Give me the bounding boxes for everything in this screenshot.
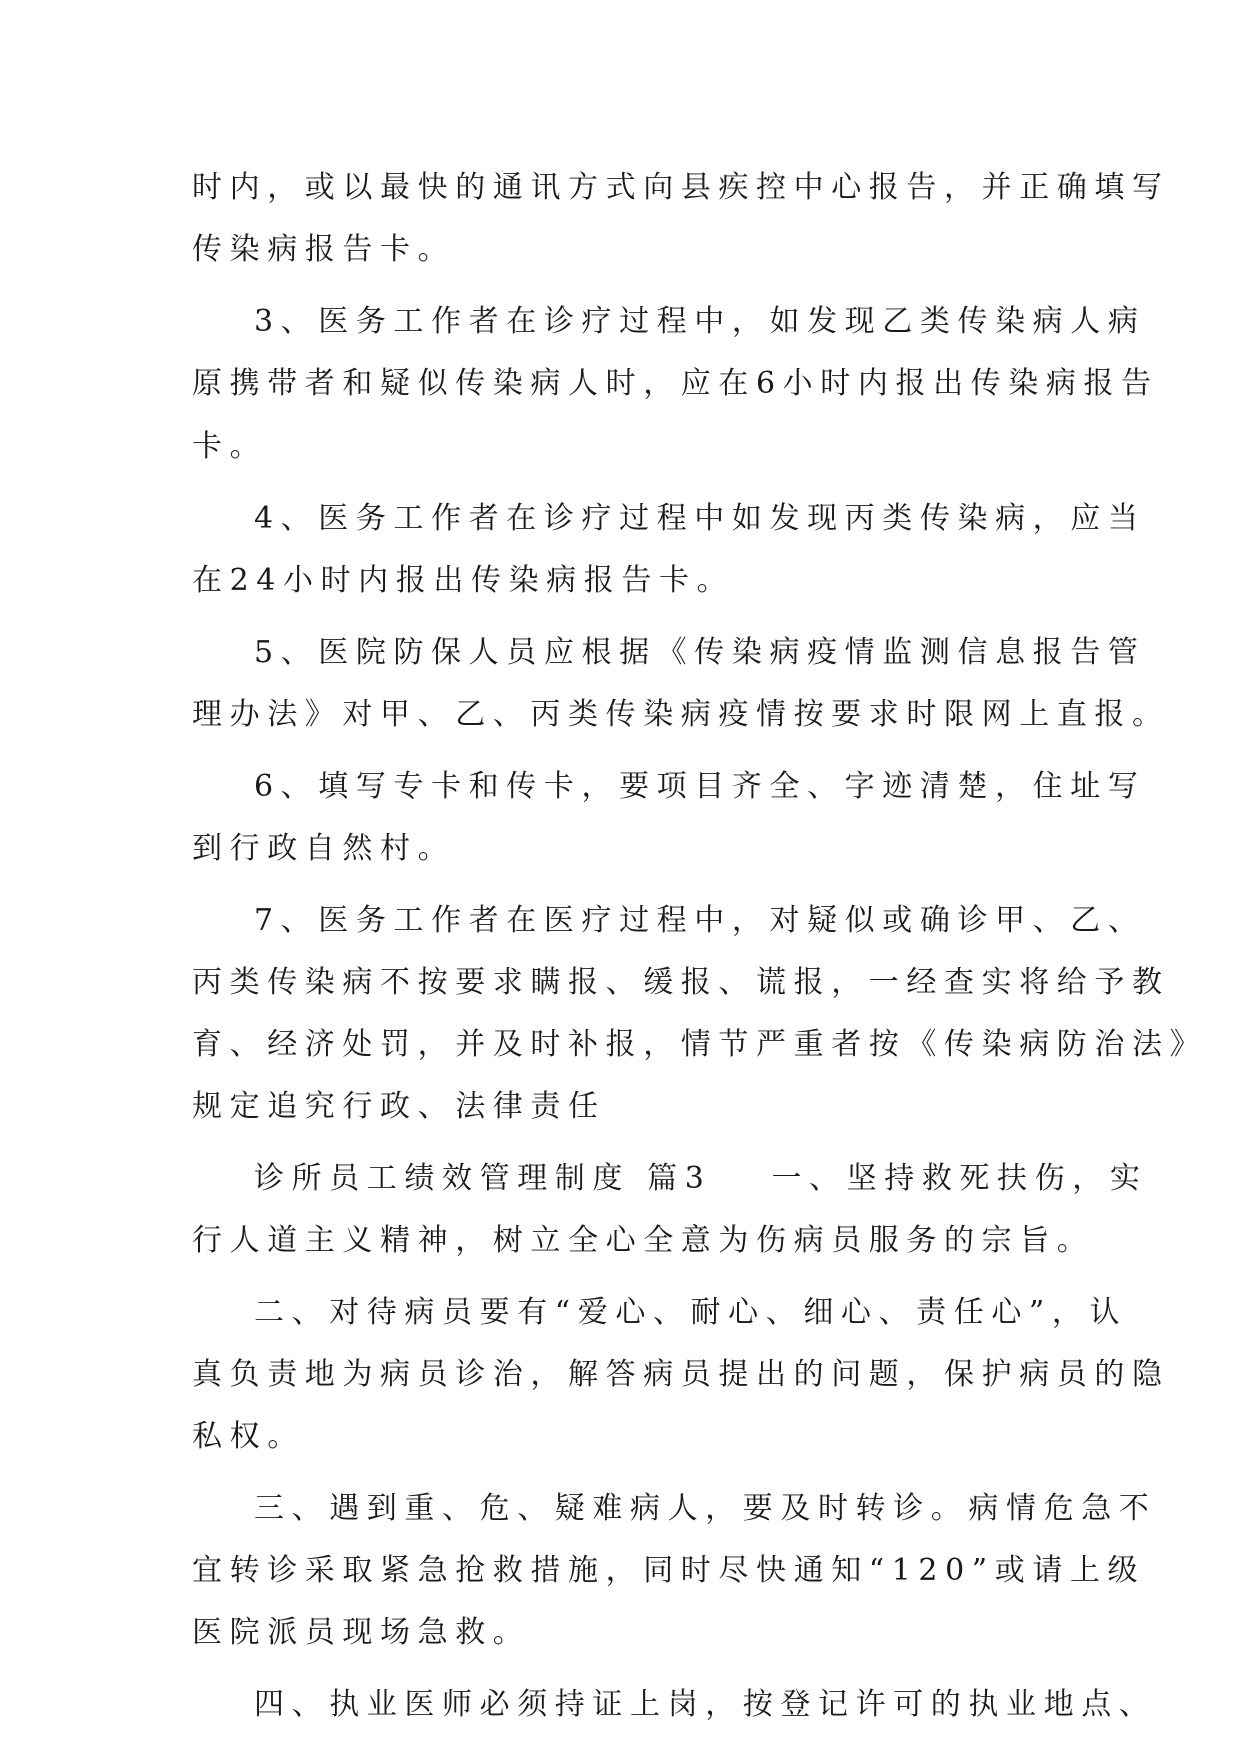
text-line: 原携带者和疑似传染病人时，应在6小时内报出传染病报告 (192, 366, 1159, 401)
text-line: 丙类传染病不按要求瞒报、缓报、谎报，一经查实将给予教 (192, 965, 1170, 1000)
text-line: 在24小时内报出传染病报告卡。 (192, 563, 735, 598)
text-line: 7、医务工作者在医疗过程中，对疑似或确诊甲、乙、 (254, 903, 1146, 938)
text-line: 6、填写专卡和传卡，要项目齐全、字迹清楚，住址写 (254, 769, 1146, 804)
text-line: 3、医务工作者在诊疗过程中，如发现乙类传染病人病 (254, 304, 1146, 339)
text-line: 三、遇到重、危、疑难病人，要及时转诊。病情危急不 (254, 1491, 1157, 1526)
section-heading-line (254, 1149, 1147, 1209)
text-line: 真负责地为病员诊治，解答病员提出的问题，保护病员的隐 (192, 1357, 1170, 1392)
text-line: 二、对待病员要有“爱心、耐心、细心、责任心”，认 (254, 1295, 1128, 1330)
text-line: 5、医院防保人员应根据《传染病疫情监测信息报告管 (254, 635, 1146, 670)
text-line: 一、坚持救死扶伤，实 (771, 1161, 1148, 1196)
text-line: 4、医务工作者在诊疗过程中如发现丙类传染病，应当 (254, 501, 1146, 536)
text-line: 行人道主义精神，树立全心全意为伤病员服务的宗旨。 (192, 1223, 1095, 1258)
text-line: 理办法》对甲、乙、丙类传染病疫情按要求时限网上直报。 (192, 697, 1170, 732)
section-heading: 诊所员工绩效管理制度 篇3 (254, 1161, 712, 1196)
text-line: 宜转诊采取紧急抢救措施，同时尽快通知“120”或请上级 (192, 1553, 1146, 1588)
text-line: 到行政自然村。 (192, 831, 456, 866)
text-line: 卡。 (192, 429, 268, 464)
text-line: 育、经济处罚，并及时补报，情节严重者按《传染病防治法》 (192, 1027, 1208, 1062)
text-line: 私权。 (192, 1419, 305, 1454)
text-line: 医院派员现场急救。 (192, 1615, 531, 1650)
text-line: 时内，或以最快的通讯方式向县疾控中心报告，并正确填写 (192, 170, 1170, 205)
text-line: 四、执业医师必须持证上岗，按登记许可的执业地点、 (254, 1687, 1157, 1722)
text-line: 规定追究行政、法律责任 (192, 1089, 606, 1124)
text-line: 传染病报告卡。 (192, 232, 456, 267)
